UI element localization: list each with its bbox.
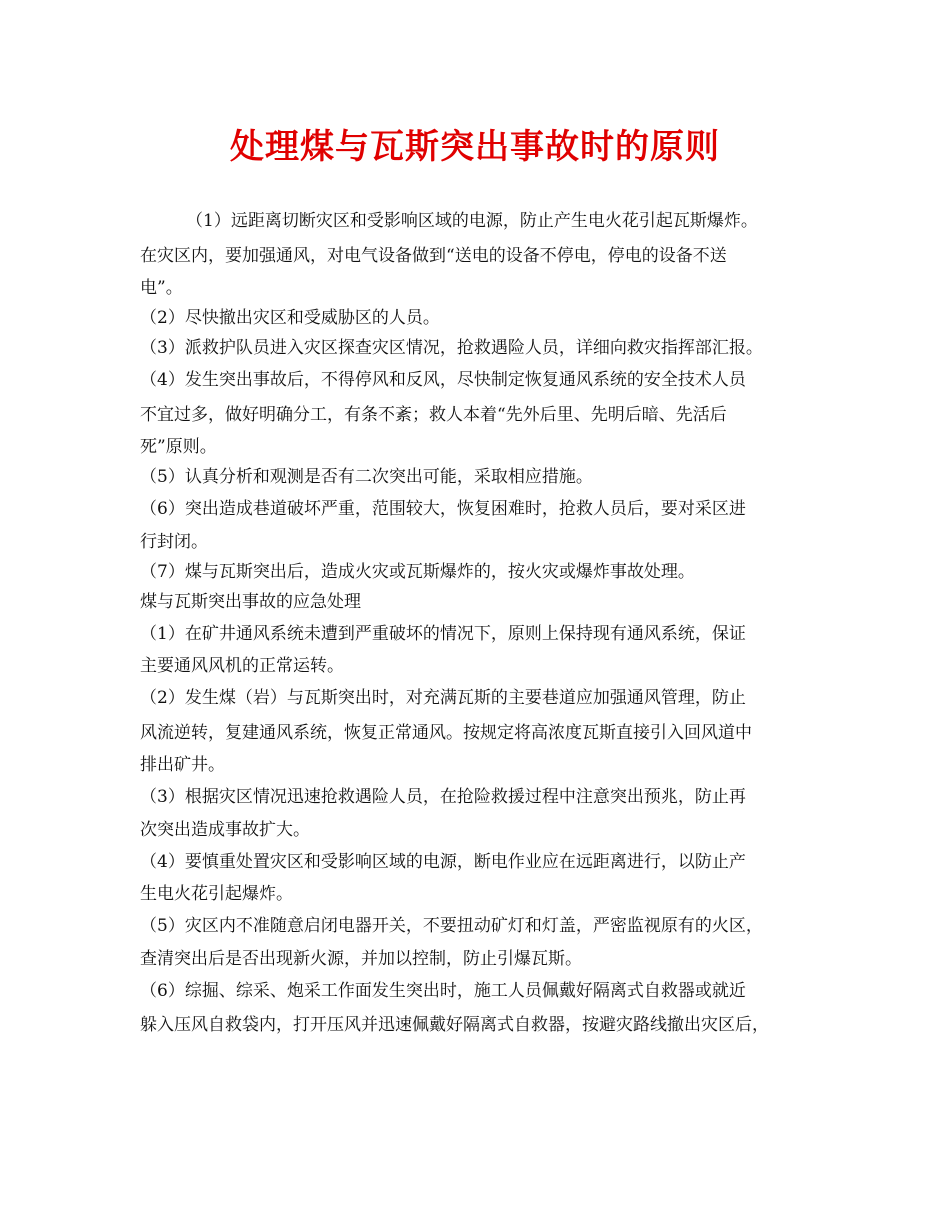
- paragraph-line: （2）发生煤（岩）与瓦斯突出时，对充满瓦斯的主要巷道应加强通风管理，防止: [140, 688, 746, 708]
- paragraph-line: 生电火花引起爆炸。: [140, 884, 293, 904]
- paragraph-line: 查清突出后是否出现新火源，并加以控制，防止引爆瓦斯。: [140, 948, 582, 969]
- paragraph-line: （1）在矿井通风系统未遭到严重破坏的情况下，原则上保持现有通风系统，保证: [140, 623, 746, 644]
- paragraph-line: 不宜过多，做好明确分工，有条不紊；救人本着“先外后里、先明后暗、先活后: [140, 404, 727, 425]
- paragraph-line: 在灾区内，要加强通风，对电气设备做到“送电的设备不停电，停电的设备不送: [140, 245, 727, 266]
- page-title: 处理煤与瓦斯突出事故时的原则: [230, 127, 720, 167]
- paragraph-line: 排出矿井。: [140, 755, 225, 775]
- paragraph-line: （6）综掘、综采、炮采工作面发生突出时，施工人员佩戴好隔离式自救器或就近: [140, 980, 746, 1001]
- paragraph-line: 躲入压风自救袋内，打开压风并迅速佩戴好隔离式自救器，按避灾路线撤出灾区后，: [140, 1015, 769, 1035]
- paragraph-line: 电”。: [140, 278, 183, 298]
- paragraph-line: （3）派救护队员进入灾区探查灾区情况，抢救遇险人员，详细向救灾指挥部汇报。: [140, 338, 763, 358]
- paragraph-line: （6）突出造成巷道破坏严重，范围较大，恢复困难时，抢救人员后，要对采区进: [140, 499, 746, 519]
- document-body: [140, 204, 820, 1043]
- paragraph-line: （4）发生突出事故后，不得停风和反风，尽快制定恢复通风系统的安全技术人员: [140, 370, 746, 390]
- paragraph-line: 次突出造成事故扩大。: [140, 819, 310, 840]
- paragraph-line: （7）煤与瓦斯突出后，造成火灾或瓦斯爆炸的，按火灾或爆炸事故处理。: [140, 561, 695, 582]
- paragraph-line: 行封闭。: [140, 531, 208, 552]
- paragraph-line: （4）要慎重处置灾区和受影响区域的电源，断电作业应在远距离进行，以防止产: [140, 851, 746, 872]
- paragraph-line: （5）认真分析和观测是否有二次突出可能，采取相应措施。: [140, 467, 593, 487]
- paragraph-line: 风流逆转，复建通风系统，恢复正常通风。按规定将高浓度瓦斯直接引入回风道中: [140, 722, 752, 743]
- paragraph-line: （5）灾区内不准随意启闭电器开关，不要扭动矿灯和灯盖，严密监视原有的火区，: [140, 916, 763, 936]
- paragraph-line: （2）尽快撤出灾区和受威胁区的人员。: [140, 308, 440, 328]
- paragraph-line: （1）远距离切断灾区和受影响区域的电源，防止产生电火花引起瓦斯爆炸。: [186, 211, 758, 231]
- paragraph-line: 主要通风风机的正常运转。: [140, 656, 344, 676]
- section-heading: 煤与瓦斯突出事故的应急处理: [140, 591, 361, 612]
- paragraph-line: （3）根据灾区情况迅速抢救遇险人员，在抢险救援过程中注意突出预兆，防止再: [140, 787, 746, 807]
- paragraph-line: 死”原则。: [140, 437, 217, 457]
